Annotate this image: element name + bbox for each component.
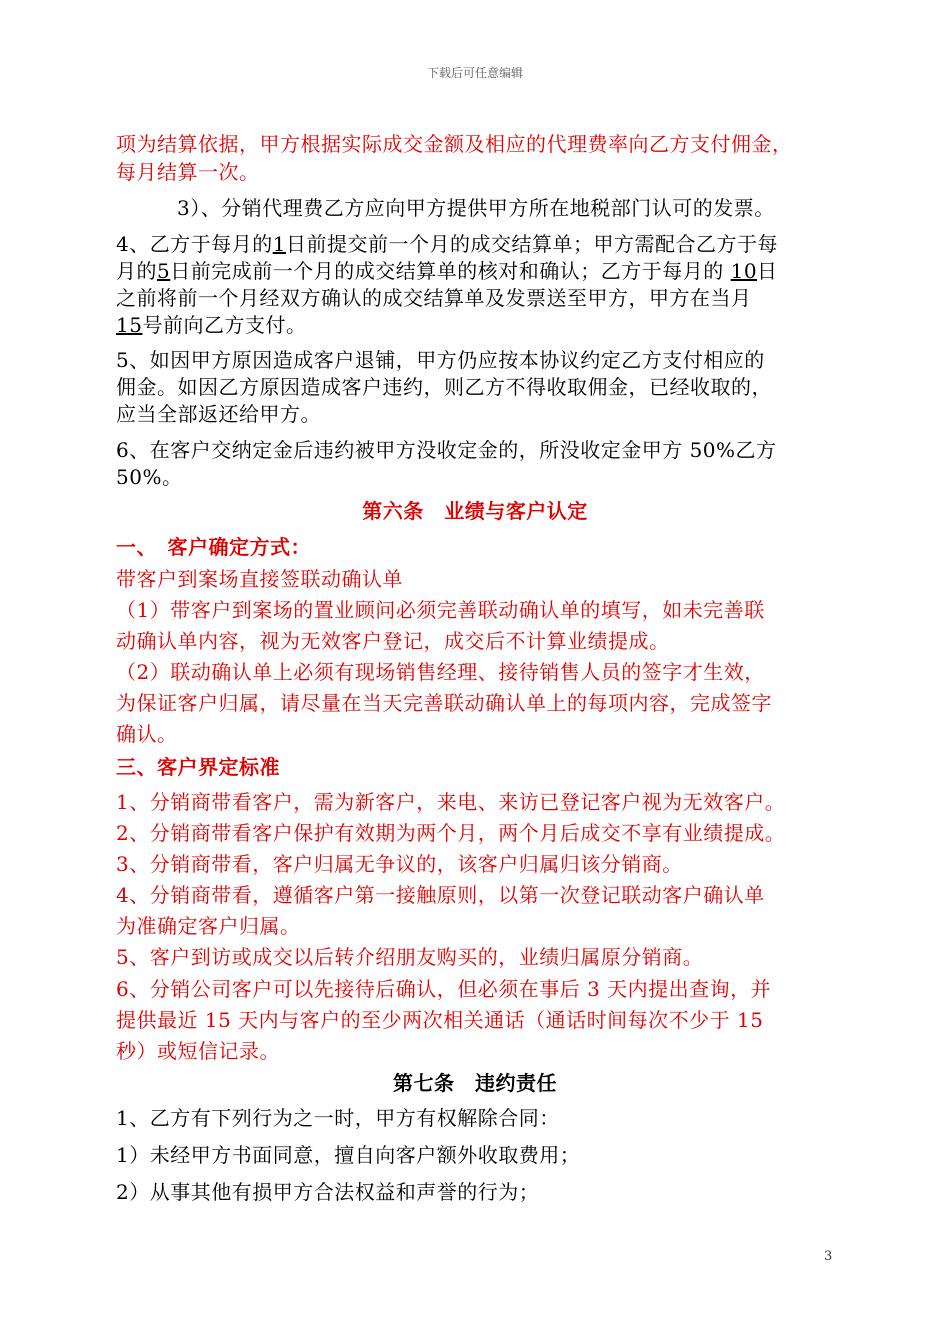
paragraph-line: （2）联动确认单上必须有现场销售经理、接待销售人员的签字才生效， [116,660,765,684]
underlined-value: 15 [116,313,143,337]
paragraph-line: 每月结算一次。 [116,160,260,184]
paragraph-line: 动确认单内容，视为无效客户登记，成交后不计算业绩提成。 [116,629,670,653]
page-number: 3 [824,1249,833,1264]
underlined-value: 1 [272,232,286,256]
list-item: 秒）或短信记录。 [116,1039,280,1063]
paragraph-line [116,255,778,284]
paragraph-line: 项为结算依据，甲方根据实际成交金额及相应的代理费率向乙方支付佣金， [116,132,793,156]
list-item: 6、分销公司客户可以先接待后确认，但必须在事后 3 天内提出查询，并 [116,977,772,1001]
paragraph-line [116,309,306,338]
list-item: 2、分销商带看客户保护有效期为两个月，两个月后成交不享有业绩提成。 [116,821,786,845]
list-item: 5、客户到访或成交以后转介绍朋友购买的，业绩归属原分销商。 [116,945,704,969]
subsection-heading: 一、 客户确定方式： [116,535,311,559]
text-run: 月的 [116,259,157,283]
paragraph-line [116,228,778,257]
list-item: 1、分销商带看客户，需为新客户，来电、来访已登记客户视为无效客户。 [116,790,786,814]
text-run: 日前提交前一个月的成交结算单；甲方需配合乙方于每 [285,232,778,256]
paragraph-line: 50%。 [116,465,183,489]
section-heading: 第七条 违约责任 [393,1071,557,1095]
paragraph-line: 佣金。如因乙方原因造成客户违约，则乙方不得收取佣金，已经收取的， [116,375,772,399]
text-run: 4、乙方于每月的 [116,232,273,256]
subsection-heading: 三、客户界定标准 [116,755,280,779]
underlined-value: 5 [157,259,171,283]
paragraph-line: 应当全部返还给甲方。 [116,402,321,426]
underlined-value: 10 [730,259,758,283]
list-item: 3、分销商带看，客户归属无争议的，该客户归属归该分销商。 [116,852,683,876]
list-item: 4、分销商带看，遵循客户第一接触原则，以第一次登记联动客户确认单 [116,883,765,907]
paragraph-line: 6、在客户交纳定金后违约被甲方没收定金的，所没收定金甲方 50%乙方 [116,438,777,462]
section-heading: 第六条 业绩与客户认定 [362,499,588,523]
paragraph-line: 带客户到案场直接签联动确认单 [116,567,403,591]
paragraph-line: 之前将前一个月经双方确认的成交结算单及发票送至甲方，甲方在当月 [116,286,752,310]
paragraph-line: 1）未经甲方书面同意，擅自向客户额外收取费用； [116,1143,581,1167]
paragraph-line: 确认。 [116,722,178,746]
paragraph-line: 3）、分销代理费乙方应向甲方提供甲方所在地税部门认可的发票。 [177,196,775,220]
paragraph-line: （1）带客户到案场的置业顾问必须完善联动确认单的填写，如未完善联 [116,598,765,622]
list-item: 提供最近 15 天内与客户的至少两次相关通话（通话时间每次不少于 15 [116,1008,764,1032]
paragraph-line: 为保证客户归属，请尽量在当天完善联动确认单上的每项内容，完成签字 [116,691,772,715]
paragraph-line: 2）从事其他有损甲方合法权益和声誉的行为； [116,1180,540,1204]
page-header: 下载后可任意编辑 [426,66,523,80]
text-run: 日前完成前一个月的成交结算单的核对和确认；乙方于每月的 [170,259,731,283]
list-item: 为准确定客户归属。 [116,914,301,938]
paragraph-line: 1、乙方有下列行为之一时，甲方有权解除合同： [116,1106,560,1130]
paragraph-line: 5、如因甲方原因造成客户退铺，甲方仍应按本协议约定乙方支付相应的 [116,348,765,372]
text-run: 号前向乙方支付。 [142,313,307,337]
text-run: 日 [757,259,778,283]
